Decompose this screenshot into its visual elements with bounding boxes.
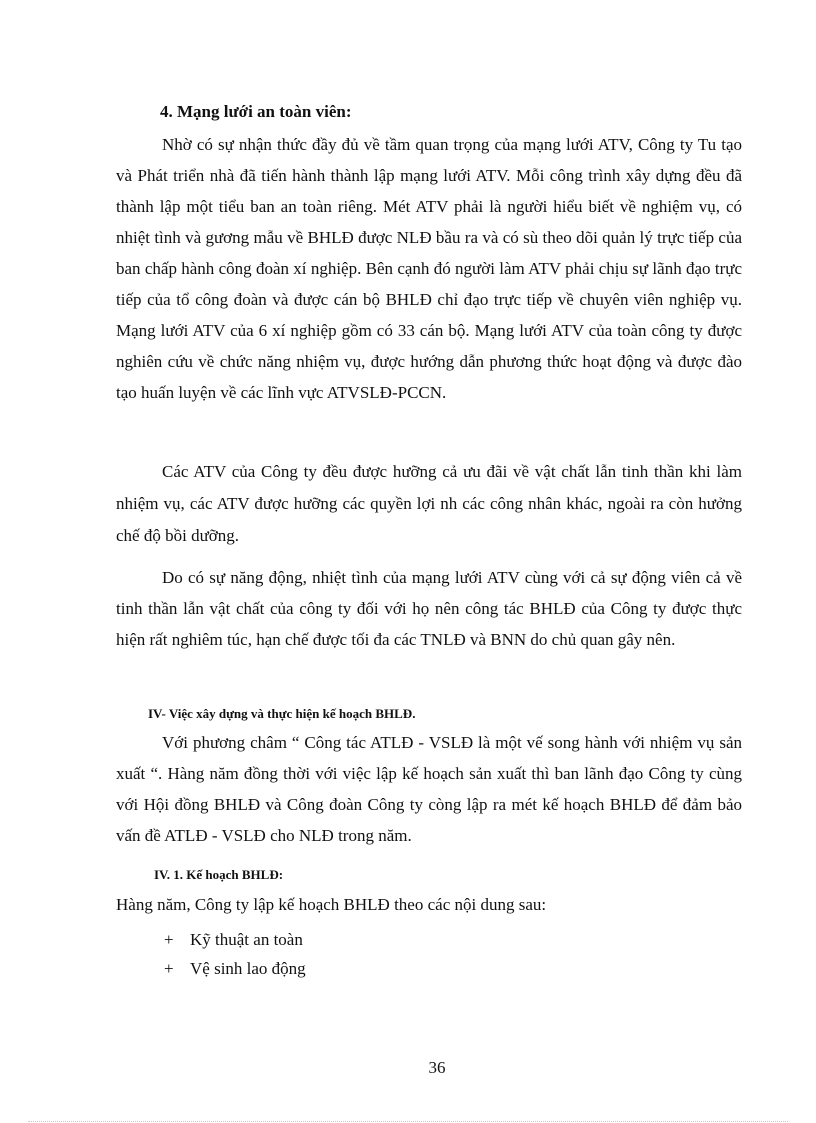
- plus-bullet-icon: +: [164, 930, 174, 949]
- page-number: 36: [428, 1058, 446, 1077]
- paragraph-safety-network: [116, 129, 742, 408]
- list-item: [164, 954, 306, 983]
- paragraph-text: Do có sự năng động, nhiệt tình của mạng lưới ATV cùng với cả sự động viên cả về tinh thần lẫn vật chất của công ty đối với họ nên công tác BHLĐ của Công ty được thực hiện rất nghiêm túc, hạn chế được tối đa các TNLĐ và BNN do chủ quan gây nên.: [116, 568, 742, 649]
- paragraph-text: Nhờ có sự nhận thức đầy đủ về tầm quan trọng của mạng lưới ATV, Công ty Tu tạo và Phát triển nhà đã tiến hành thành lập mạng lưới ATV. Mỗi công trình xây dựng đều đã thành lập một tiểu ban an toàn riêng. Mét ATV phải là người hiểu biết về nghiệm vụ, có nhiệt tình và gương mẫu về BHLĐ được NLĐ bầu ra và có sù theo dõi quản lý trực tiếp của ban chấp hành công đoàn xí nghiệp. Bên cạnh đó người làm ATV phải chịu sự lãnh đạo trực tiếp của tổ công đoàn và được cán bộ BHLĐ chỉ đạo trực tiếp về chuyên viên nghiệp vụ. Mạng lưới ATV của 6 xí nghiệp gồm có 33 cán bộ. Mạng lưới ATV của toàn công ty được nghiên cứu về chức năng nhiệm vụ, được hướng dẫn phương thức hoạt động và được đào tạo huấn luyện về các lĩnh vực ATVSLĐ-PCCN.: [116, 135, 742, 402]
- paragraph-atv-results: [116, 562, 742, 655]
- paragraph-text: Các ATV của Công ty đều được hưỡng cả ưu đãi về vật chất lẫn tinh thần khi làm nhiệm vụ, các ATV được hưỡng các quyền lợi nh các công nhân khác, ngoài ra còn hưởng chế độ bồi dưỡng.: [116, 462, 742, 545]
- list-item-text: Kỹ thuật an toàn: [190, 930, 303, 949]
- paragraph-plan-building: [116, 727, 742, 851]
- plan-intro-line: Hàng năm, Công ty lập kế hoạch BHLĐ theo các nội dung sau:: [116, 895, 547, 914]
- plan-items-list: [164, 925, 306, 983]
- section-heading-plan-building: IV- Việc xây dựng và thực hiện kế hoạch BHLĐ.: [148, 706, 416, 721]
- list-item: [164, 925, 306, 954]
- paragraph-text: Với phương châm “ Công tác ATLĐ - VSLĐ là một vế song hành với nhiệm vụ sản xuất “. Hàng năm đồng thời với việc lập kế hoạch sản xuất thì ban lãnh đạo Công ty cùng với Hội đồng BHLĐ và Công đoàn Công ty còng lập ra mét kế hoạch BHLĐ để đảm bảo vấn đề ATLĐ - VSLĐ cho NLĐ trong năm.: [116, 733, 742, 845]
- section-heading-safety-network: 4. Mạng lưới an toàn viên:: [160, 102, 352, 121]
- section-heading-bhld-plan: IV. 1. Kế hoạch BHLĐ:: [154, 867, 284, 882]
- paragraph-atv-benefits: [116, 456, 742, 552]
- plus-bullet-icon: +: [164, 959, 174, 978]
- list-item-text: Vệ sinh lao động: [190, 959, 306, 978]
- page-bottom-divider: [28, 1121, 788, 1122]
